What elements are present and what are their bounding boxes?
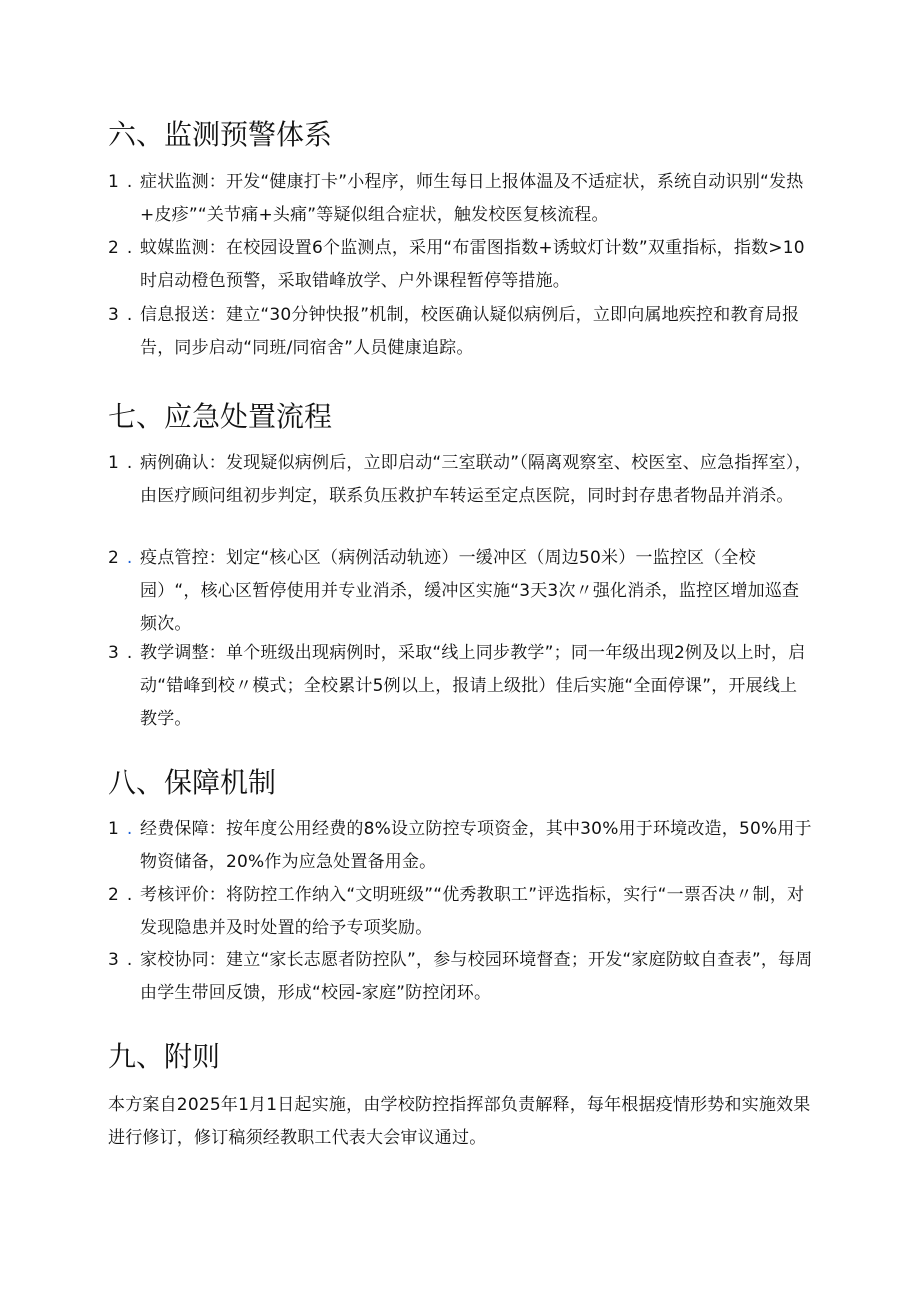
item-number: 1 . [108,453,133,473]
item-number: 1 . [108,819,133,839]
item-number: 2 . [108,885,133,905]
list-item [108,232,813,298]
item-number: 3 . [108,643,133,663]
item-number: 3 . [108,950,133,970]
list-item [108,542,813,641]
item-number: 3 . [108,305,133,325]
list-item [108,299,813,365]
item-number: 1 . [108,172,133,192]
section-heading-supplementary: 九、附则 [108,1040,221,1073]
item-text: 病例确认：发现疑似病例后，立即启动“三室联动”（隔离观察室、校医室、应急指挥室），由医疗顾问组初步判定，联系负压救护车转运至定点医院，同时封存患者物品并消杀。 [140,453,812,506]
item-text: 家校协同：建立“家长志愿者防控队”，参与校园环境督查；开发“家庭防蚊自查表”，每周由学生带回反馈，形成“校园-家庭”防控闭环。 [140,950,813,1003]
item-text: 症状监测：开发“健康打卡”小程序，师生每日上报体温及不适症状，系统自动识别“发热+皮疹”“关节痛+头痛”等疑似组合症状，触发校医复核流程。 [140,172,804,225]
list-item [108,166,813,232]
item-text: 疫点管控：划定“核心区（病例活动轨迹）一缓冲区（周边50米）一监控区（全校园）“，核心区暂停使用并专业消杀，缓冲区实施“3天3次〃强化消杀，监控区增加巡查频次。 [140,548,800,634]
item-text: 教学调整：单个班级出现病例时，采取“线上同步教学”；同一年级出现2例及以上时，启动“错峰到校〃模式；全校累计5例以上，报请上级批）佳后实施“全面停课”，开展线上教学。 [140,643,806,729]
item-number: 2 . [108,548,133,568]
section-heading-monitoring: 六、监测预警体系 [108,118,333,151]
section-heading-safeguards: 八、保障机制 [108,766,277,799]
list-item [108,637,813,736]
item-text: 信息报送：建立“30分钟快报”机制，校医确认疑似病例后，立即向属地疾控和教育局报告，同步启动“同班/同宿舍”人员健康追踪。 [140,305,800,358]
item-text: 经费保障：按年度公用经费的8%设立防控专项资金，其中30%用于环境改造，50%用于物资储备，20%作为应急处置备用金。 [140,819,812,872]
paragraph: 本方案自2025年1月1日起实施，由学校防控指挥部负责解释，每年根据疫情形势和实施效果进行修订，修订稿须经教职工代表大会审议通过。 [108,1095,811,1148]
item-text: 考核评价：将防控工作纳入“文明班级”“优秀教职工”评选指标，实行“一票否决〃制，对发现隐患并及时处置的给予专项奖励。 [140,885,805,938]
section-heading-emergency: 七、应急处置流程 [108,400,333,433]
list-item [108,447,813,513]
item-text: 蚊媒监测：在校园设置6个监测点，采用“布雷图指数+诱蚊灯计数”双重指标，指数>10时启动橙色预警，采取错峰放学、户外课程暂停等措施。 [140,238,805,291]
list-item [108,879,813,945]
item-number: 2 . [108,238,133,258]
list-item [108,813,813,879]
list-item [108,944,813,1010]
